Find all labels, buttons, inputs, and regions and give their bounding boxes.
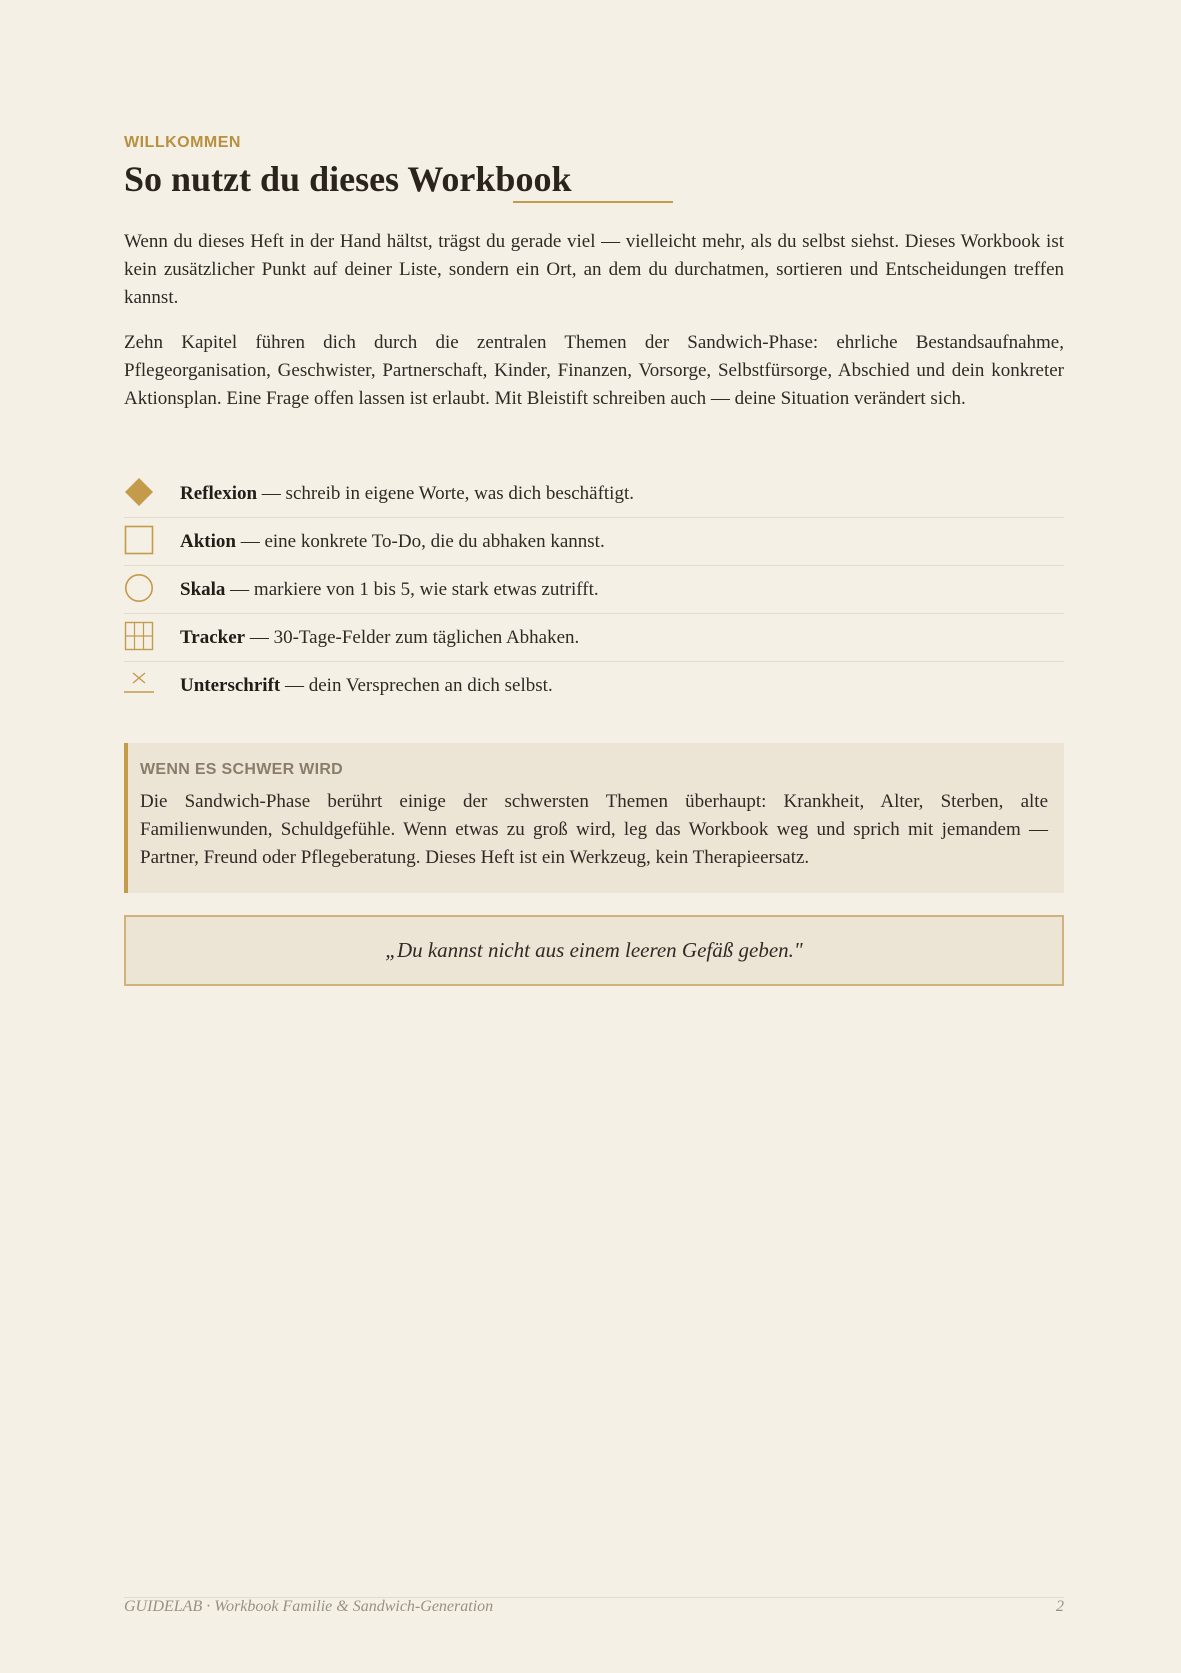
footer-publication: GUIDELAB · Workbook Familie & Sandwich-Generation — [124, 1598, 494, 1615]
legend-term: Tracker — [180, 627, 246, 648]
diamond-icon — [124, 477, 154, 507]
legend-desc: — schreib in eigene Worte, was dich beschäftigt. — [257, 483, 634, 504]
legend-row-reflexion — [124, 470, 1064, 518]
page-footer — [124, 1597, 1064, 1615]
legend-text — [180, 482, 634, 506]
quote-text: „Du kannst nicht aus einem leeren Gefäß geben." — [385, 938, 803, 962]
grid-icon — [124, 621, 154, 651]
page-number: 2 — [1056, 1598, 1064, 1615]
legend-desc: — markiere von 1 bis 5, wie stark etwas zutrifft. — [225, 579, 599, 600]
legend-text — [180, 626, 579, 650]
legend-desc: — eine konkrete To-Do, die du abhaken kannst. — [235, 531, 605, 552]
legend-term: Unterschrift — [180, 675, 281, 696]
warning-callout — [124, 743, 1064, 893]
legend-term: Reflexion — [180, 483, 258, 504]
intro-paragraph-2: Zehn Kapitel führen dich durch die zentralen Themen der Sandwich-Phase: ehrliche Bestandsaufnahme, Pflegeorganisation, Geschwister, Partnerschaft, Kinder, Finanzen, Vorsorge, Selbstfürsorge, Abschied und dein konkreter Aktionsplan. Eine Frage offen lassen ist erlaubt. Mit Bleistift schreiben auch — deine Situation verändert sich. — [124, 332, 1064, 409]
legend-term: Skala — [180, 579, 226, 600]
legend-text — [180, 530, 605, 554]
legend-text — [180, 674, 553, 698]
legend-desc: — dein Versprechen an dich selbst. — [280, 675, 553, 696]
legend-term: Aktion — [180, 531, 236, 552]
legend-row-aktion — [124, 518, 1064, 566]
legend-row-unterschrift — [124, 662, 1064, 710]
callout-heading: WENN ES SCHWER WIRD — [140, 761, 344, 778]
legend-row-tracker — [124, 614, 1064, 662]
icon-legend — [124, 470, 1064, 710]
title-underline — [513, 201, 673, 203]
legend-row-skala — [124, 566, 1064, 614]
legend-text — [180, 578, 599, 602]
circle-icon — [124, 573, 154, 603]
signature-icon — [124, 669, 154, 699]
section-kicker: WILLKOMMEN — [124, 134, 241, 151]
checkbox-icon — [124, 525, 154, 555]
intro-paragraph-1: Wenn du dieses Heft in der Hand hältst, trägst du gerade viel — vielleicht mehr, als du selbst siehst. Dieses Workbook ist kein zusätzlicher Punkt auf deiner Liste, sondern ein Ort, an dem du durchatmen, sortieren und Entscheidungen treffen kannst. — [124, 231, 1064, 308]
quote-box — [124, 915, 1064, 986]
callout-body: Die Sandwich-Phase berührt einige der schwersten Themen überhaupt: Krankheit, Alter, Sterben, alte Familienwunden, Schuldgefühle. Wenn etwas zu groß wird, leg das Workbook weg und sprich mit jemandem — Partner, Freund oder Pflegeberatung. Dieses Heft ist ein Werkzeug, kein Therapieersatz. — [140, 791, 1048, 868]
workbook-page — [124, 0, 1064, 1673]
page-title: So nutzt du dieses Workbook — [124, 159, 572, 199]
legend-desc: — 30-Tage-Felder zum täglichen Abhaken. — [245, 627, 580, 648]
